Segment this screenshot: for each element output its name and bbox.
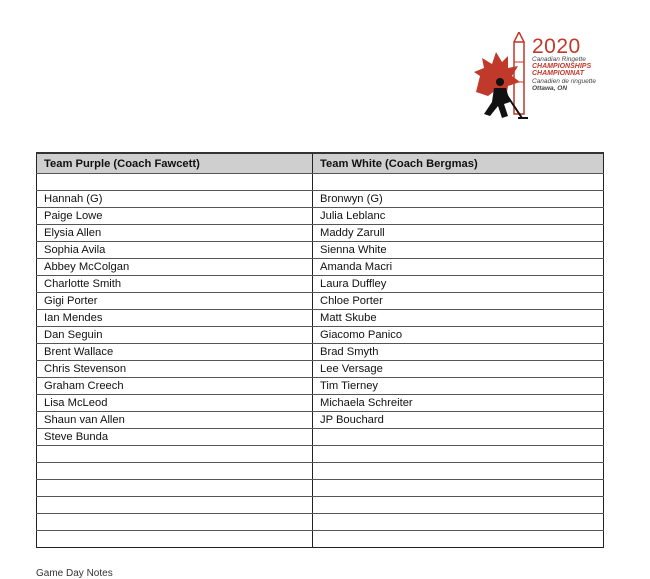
team-white-cell: Tim Tierney	[313, 378, 604, 395]
team-purple-cell	[37, 531, 313, 548]
table-row	[37, 412, 604, 429]
team-purple-cell: Hannah (G)	[37, 191, 313, 208]
logo-line-1: Canadian Ringette	[532, 56, 586, 63]
game-day-notes: Game Day Notes	[36, 568, 113, 579]
team-white-cell	[313, 463, 604, 480]
team-white-cell: JP Bouchard	[313, 412, 604, 429]
table-row	[37, 497, 604, 514]
team-purple-cell: Charlotte Smith	[37, 276, 313, 293]
team-purple-cell	[37, 514, 313, 531]
table-row	[37, 378, 604, 395]
logo-line-2: CHAMPIONSHIPS	[532, 63, 592, 70]
table-row	[37, 395, 604, 412]
team-purple-header: Team Purple (Coach Fawcett)	[37, 153, 313, 174]
team-white-cell: Maddy Zarull	[313, 225, 604, 242]
table-row	[37, 191, 604, 208]
table-row	[37, 480, 604, 497]
team-purple-cell: Ian Mendes	[37, 310, 313, 327]
table-row	[37, 531, 604, 548]
table-row	[37, 514, 604, 531]
team-white-cell	[313, 480, 604, 497]
team-purple-cell	[37, 446, 313, 463]
logo-line-4: Canadien de ringuette	[532, 78, 596, 85]
team-purple-cell: Paige Lowe	[37, 208, 313, 225]
team-purple-cell: Graham Creech	[37, 378, 313, 395]
table-row	[37, 463, 604, 480]
table-row	[37, 361, 604, 378]
table-row	[37, 344, 604, 361]
table-row	[37, 446, 604, 463]
team-white-cell: Amanda Macri	[313, 259, 604, 276]
championship-logo	[470, 32, 610, 128]
header-row	[37, 153, 604, 174]
team-white-cell	[313, 446, 604, 463]
table-row	[37, 242, 604, 259]
table-row	[37, 225, 604, 242]
maple-leaf-tower-icon	[470, 32, 532, 128]
team-white-cell: Giacomo Panico	[313, 327, 604, 344]
table-row	[37, 293, 604, 310]
team-white-cell: Matt Skube	[313, 310, 604, 327]
team-purple-cell: Elysia Allen	[37, 225, 313, 242]
team-white-cell	[313, 174, 604, 191]
team-white-cell: Julia Leblanc	[313, 208, 604, 225]
team-white-cell: Lee Versage	[313, 361, 604, 378]
table-row	[37, 276, 604, 293]
team-purple-cell	[37, 497, 313, 514]
team-white-cell: Michaela Schreiter	[313, 395, 604, 412]
team-purple-cell: Brent Wallace	[37, 344, 313, 361]
team-white-cell: Laura Duffley	[313, 276, 604, 293]
table-row	[37, 310, 604, 327]
logo-line-3: CHAMPIONNAT	[532, 70, 584, 77]
roster-body	[37, 174, 604, 548]
team-white-cell: Sienna White	[313, 242, 604, 259]
team-white-cell: Chloe Porter	[313, 293, 604, 310]
team-purple-cell: Gigi Porter	[37, 293, 313, 310]
team-white-cell	[313, 497, 604, 514]
roster-table	[36, 152, 604, 548]
team-white-cell	[313, 429, 604, 446]
table-row	[37, 208, 604, 225]
team-purple-cell	[37, 463, 313, 480]
team-purple-cell: Lisa McLeod	[37, 395, 313, 412]
table-row	[37, 174, 604, 191]
logo-line-5: Ottawa, ON	[532, 85, 568, 92]
team-white-cell	[313, 531, 604, 548]
team-purple-cell: Sophia Avila	[37, 242, 313, 259]
table-row	[37, 259, 604, 276]
team-purple-cell	[37, 174, 313, 191]
team-white-header: Team White (Coach Bergmas)	[313, 153, 604, 174]
table-row	[37, 327, 604, 344]
team-purple-cell: Steve Bunda	[37, 429, 313, 446]
team-white-cell	[313, 514, 604, 531]
team-purple-cell	[37, 480, 313, 497]
table-row	[37, 429, 604, 446]
team-purple-cell: Shaun van Allen	[37, 412, 313, 429]
team-purple-cell: Abbey McColgan	[37, 259, 313, 276]
team-white-cell: Bronwyn (G)	[313, 191, 604, 208]
team-purple-cell: Chris Stevenson	[37, 361, 313, 378]
logo-year: 2020	[532, 35, 581, 58]
team-purple-cell: Dan Seguin	[37, 327, 313, 344]
team-white-cell: Brad Smyth	[313, 344, 604, 361]
